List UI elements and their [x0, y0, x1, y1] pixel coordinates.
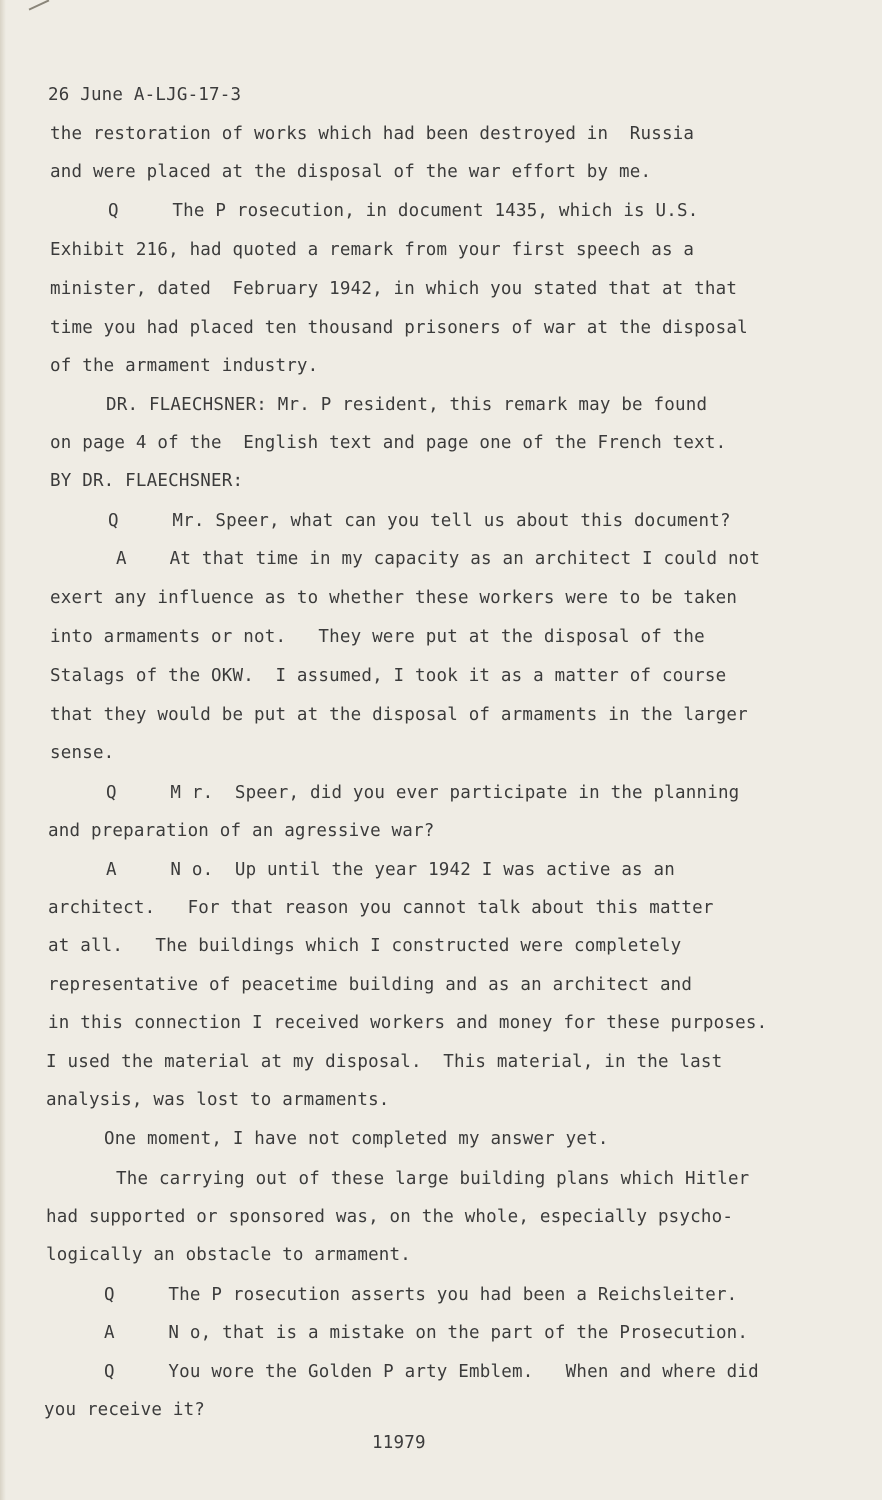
text-line: exert any influence as to whether these workers were to be taken [50, 588, 738, 608]
text-line: DR. FLAECHSNER: Mr. P resident, this remark may be found [106, 395, 708, 415]
text-line: A N o. Up until the year 1942 I was active as an [106, 860, 676, 880]
text-line: time you had placed ten thousand prisoners of war at the disposal [50, 318, 748, 338]
text-line: into armaments or not. They were put at the disposal of the [50, 627, 705, 647]
text-line: that they would be put at the disposal of armaments in the larger [50, 705, 748, 725]
text-line: in this connection I received workers and money for these purposes. [48, 1013, 768, 1033]
text-line: at all. The buildings which I constructed were completely [48, 936, 682, 956]
text-line: analysis, was lost to armaments. [46, 1090, 390, 1110]
text-line: Q M r. Speer, did you ever participate in the planning [106, 783, 740, 803]
text-line: Q The P rosecution, in document 1435, which is U.S. [108, 201, 699, 221]
text-line: and were placed at the disposal of the war effort by me. [50, 162, 652, 182]
text-line: Q You wore the Golden P arty Emblem. When and where did [104, 1362, 759, 1382]
text-line: had supported or sponsored was, on the whole, especially psycho- [46, 1207, 734, 1227]
text-line: I used the material at my disposal. This material, in the last [46, 1052, 723, 1072]
text-line: minister, dated February 1942, in which you stated that at that [50, 279, 738, 299]
text-line: The carrying out of these large building plans which Hitler [116, 1169, 750, 1189]
text-line: Stalags of the OKW. I assumed, I took it as a matter of course [50, 666, 727, 686]
text-line: of the armament industry. [50, 356, 319, 376]
text-line: logically an obstacle to armament. [46, 1245, 412, 1265]
text-line: the restoration of works which had been destroyed in Russia [50, 124, 695, 144]
pencil-mark [29, 0, 50, 11]
document-header: 26 June A-LJG-17-3 [48, 85, 242, 105]
text-line: A At that time in my capacity as an architect I could not [116, 549, 761, 569]
page-number: 11979 [372, 1433, 426, 1453]
text-line: representative of peacetime building and as an architect and [48, 975, 693, 995]
text-line: you receive it? [44, 1400, 206, 1420]
text-line: BY DR. FLAECHSNER: [50, 471, 244, 491]
page-edge-shadow [0, 0, 6, 1500]
text-line: sense. [50, 743, 115, 763]
text-line: on page 4 of the English text and page one of the French text. [50, 433, 727, 453]
text-line: One moment, I have not completed my answer yet. [104, 1129, 609, 1149]
text-line: Exhibit 216, had quoted a remark from your first speech as a [50, 240, 695, 260]
text-line: architect. For that reason you cannot talk about this matter [48, 898, 714, 918]
text-line: A N o, that is a mistake on the part of the Prosecution. [104, 1323, 749, 1343]
text-line: Q The P rosecution asserts you had been a Reichsleiter. [104, 1285, 738, 1305]
text-line: and preparation of an agressive war? [48, 821, 435, 841]
text-line: Q Mr. Speer, what can you tell us about this document? [108, 511, 731, 531]
